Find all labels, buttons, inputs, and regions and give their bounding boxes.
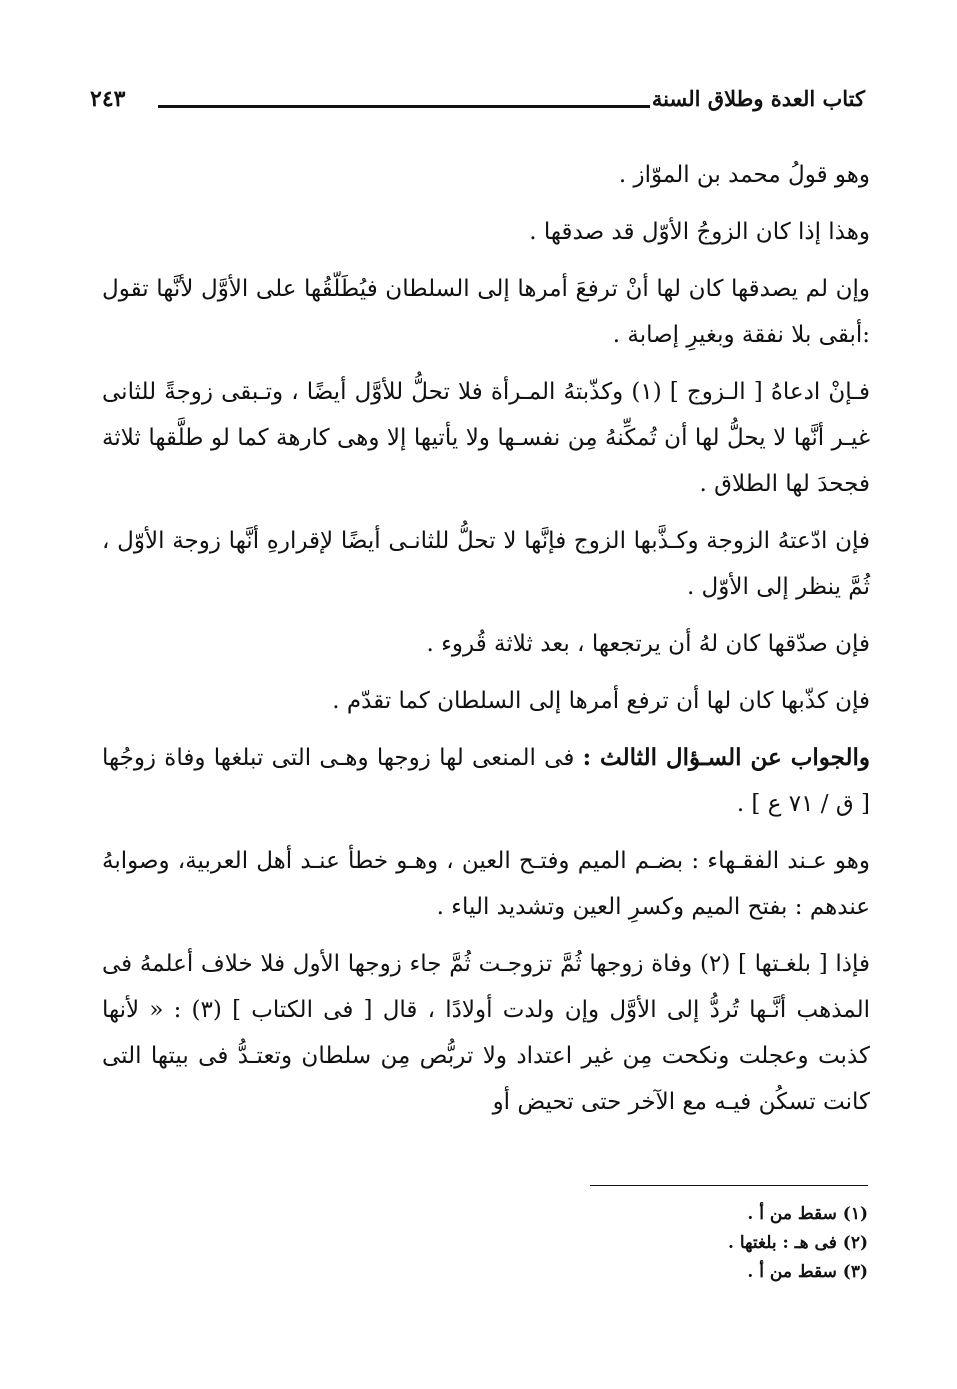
footnote: (١) سقط من أ . [747,1204,868,1224]
paragraph: وهو قولُ محمد بن الموّاز . [618,162,870,188]
main-text [102,152,870,1136]
paragraph: فـإنْ ادعاهُ [ الـزوج ] (١) وكذّبتهُ المـرأة فلا تحلُّ للأوَّل أيضًا ، وتـبقى زوجةً للثانى غيـر أنَّها لا يحلُّ لها أن تُمكِّنهُ مِن نفسـها ولا يأتيها إلا وهى كارهة كما لو طلَّقها ثلاثة فجحدَ لها الطلاق . [102,379,870,497]
book-title: كتاب العدة وطلاق السنة [651,86,865,111]
running-header [90,86,865,126]
paragraph: والجواب عن السـؤال الثالث : فى المنعى لها زوجها وهـى التى تبلغها وفاة زوجُها [ ق / ٧١ ع ] . [102,744,870,817]
page-number: ٢٤٣ [90,86,126,112]
paragraph: وهو عـند الفقـهاء : بضـم الميم وفتـح العين ، وهـو خطأ عنـد أهل العربية، وصوابهُ عندهم : بفتح الميم وكسرِ العين وتشديد الياء . [102,848,870,920]
header-rule [158,105,650,108]
paragraph: وهذا إذا كان الزوجُ الأوّل قد صدقها . [529,219,870,245]
paragraph: وإن لم يصدقها كان لها أنْ ترفعَ أمرها إلى السلطان فيُطَلّقُها على الأوَّل لأنَّها تقول :أبقى بلا نفقة وبغيرِ إصابة . [102,276,870,348]
footnote-rule [590,1185,868,1186]
paragraph: فإذا [ بلغـتها ] (٢) وفاة زوجها ثُمَّ تزوجـت ثُمَّ جاء زوجها الأول فلا خلاف أعلمهُ فى المذهب أنَّـها تُردُّ إلى الأوَّل وإن ولدت أولادًا ، قال [ فى الكتاب ] (٣) : « لأنها كذبت وعجلت ونكحت مِن غير اعتداد ولا تربُّص مِن سلطان وتعتـدُّ فى بيتها التى كانت تسكُن فيـه مع الآخر حتى تحيض أو [102,951,870,1115]
footnotes [500,1200,868,1287]
paragraph: فإن كذّبها كان لها أن ترفع أمرها إلى السلطان كما تقدّم . [332,688,870,714]
section-lead: والجواب عن السـؤال الثالث : [582,744,870,771]
footnote: (٢) فى هـ : بلغتها . [728,1233,868,1253]
paragraph: فإن صدّقها كان لهُ أن يرتجعها ، بعد ثلاثة قُروء . [426,631,870,657]
paragraph: فإن ادّعتهُ الزوجة وكـذَّبها الزوج فإنَّها لا تحلُّ للثانـى أيضًا لإقرارهِ أنَّها زوجة الأوّل ، ثُمَّ ينظر إلى الأوّل . [102,528,870,600]
footnote: (٣) سقط من أ . [747,1262,868,1282]
